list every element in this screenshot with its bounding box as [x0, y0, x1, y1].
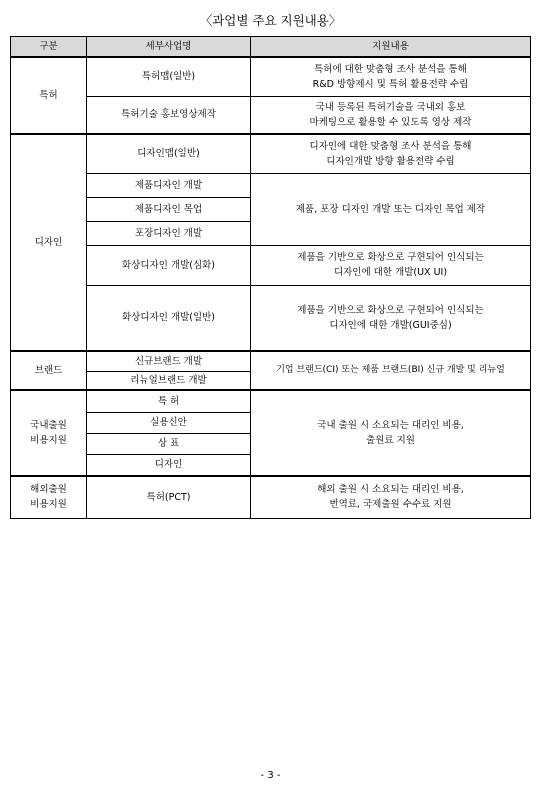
support-cell: 기업 브랜드(CI) 또는 제품 브랜드(BI) 신규 개발 및 리뉴얼: [251, 351, 531, 390]
category-overseas: [11, 476, 87, 518]
table-row: [11, 173, 531, 197]
support-cell: [251, 57, 531, 96]
support-line: 해외 출원 시 소요되는 대리인 비용,: [317, 484, 464, 496]
support-cell: [251, 96, 531, 134]
support-line: 번역료, 국제출원 수수료 지원: [329, 499, 452, 511]
program-cell: 특허기술 홍보영상제작: [87, 96, 251, 134]
table-row: [11, 285, 531, 351]
program-cell: 상 표: [87, 433, 251, 454]
support-line: 마케팅으로 활용할 수 있도록 영상 제작: [309, 116, 472, 128]
support-cell: [251, 134, 531, 173]
support-cell: [251, 285, 531, 351]
page-number: - 3 -: [260, 770, 281, 781]
program-cell: 화상디자인 개발(심화): [87, 245, 251, 285]
support-line: 제품을 기반으로 화상으로 구현되어 인식되는: [297, 304, 484, 316]
category-line: 비용지원: [30, 435, 67, 446]
program-cell: 신규브랜드 개발: [87, 351, 251, 371]
category-line: 해외출원: [30, 484, 67, 496]
category-patent: 특허: [11, 57, 87, 134]
table-row: [11, 96, 531, 134]
support-cell: [251, 390, 531, 476]
program-cell: 특허맵(일반): [87, 57, 251, 96]
program-cell: 특허(PCT): [87, 476, 251, 518]
support-line: 국내 출원 시 소요되는 대리인 비용,: [317, 420, 464, 431]
program-cell: 실용신안: [87, 412, 251, 433]
category-line: 비용지원: [30, 499, 67, 511]
table-row: [11, 476, 531, 518]
support-line: 디자인에 대한 맞춤형 조사 분석을 통해: [309, 140, 472, 152]
support-line: 출원료 지원: [366, 435, 415, 446]
support-line: 특허에 대한 맞춤형 조사 분석을 통해: [314, 63, 467, 75]
header-support: 지원내용: [251, 37, 531, 58]
support-line: 디자인개발 방향 활용전략 수립: [326, 155, 455, 167]
category-design: 디자인: [11, 134, 87, 351]
support-cell: [251, 245, 531, 285]
table-row: [11, 351, 531, 371]
category-brand: 브랜드: [11, 351, 87, 390]
program-cell: 디자인맵(일반): [87, 134, 251, 173]
program-cell: 리뉴얼브랜드 개발: [87, 371, 251, 390]
support-line: 디자인에 대한 개발(GUI중심): [329, 319, 452, 331]
header-program: 세부사업명: [87, 37, 251, 58]
header-category: 구분: [11, 37, 87, 58]
table-header-row: [11, 37, 531, 58]
program-cell: 포장디자인 개발: [87, 221, 251, 245]
program-cell: 제품디자인 개발: [87, 173, 251, 197]
program-cell: 특 허: [87, 390, 251, 412]
support-cell: 제품, 포장 디자인 개발 또는 디자인 목업 제작: [251, 173, 531, 245]
table-row: [11, 134, 531, 173]
program-cell: 제품디자인 목업: [87, 197, 251, 221]
support-table: [10, 36, 531, 519]
support-line: 디자인에 대한 개발(UX UI): [333, 267, 448, 278]
category-line: 국내출원: [30, 420, 67, 431]
document-title: 〈과업별 주요 지원내용〉: [199, 13, 342, 28]
program-cell: 디자인: [87, 454, 251, 476]
category-domestic: [11, 390, 87, 476]
table-row: [11, 390, 531, 412]
support-cell: [251, 476, 531, 518]
support-line: 제품을 기반으로 화상으로 구현되어 인식되는: [297, 252, 484, 263]
program-cell: 화상디자인 개발(일반): [87, 285, 251, 351]
table-row: [11, 57, 531, 96]
support-line: 국내 등록된 특허기술을 국내외 홍보: [315, 101, 466, 113]
table-row: [11, 245, 531, 285]
support-line: R&D 방향제시 및 특허 활용전략 수립: [312, 78, 469, 90]
